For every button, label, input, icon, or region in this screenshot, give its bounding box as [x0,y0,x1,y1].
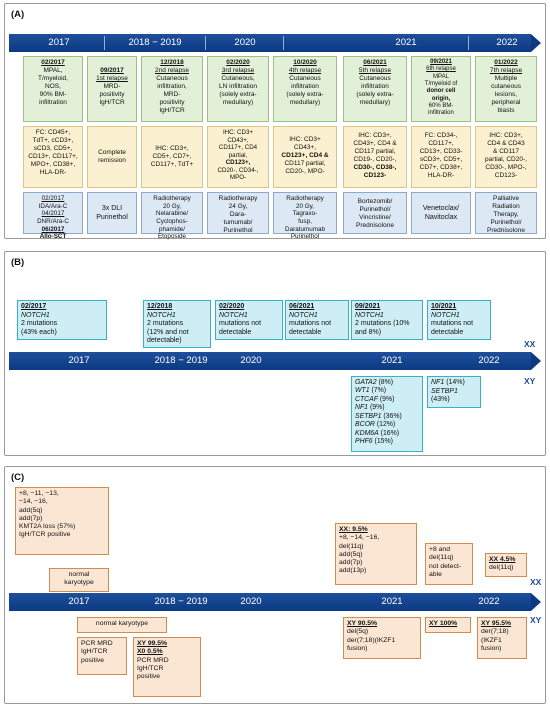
cell-text: CD13+, CD33- [419,147,463,155]
timeline-year-2021: 2021 [381,596,403,607]
karyotype-text: add(5q) [339,550,363,558]
mutation-text: 2 mutations (10% [355,320,410,328]
karyotype-box [425,617,471,633]
cell-text: CD4 & CD43 [487,139,525,147]
cell-text: CD13+, CD117+, [28,152,78,160]
event-date: 01/2022 [494,59,518,66]
mutation-gene: NOTCH1 [21,311,50,319]
event-text: NOS, [45,82,61,90]
event-text: T/myeloid of [424,80,458,87]
timeline-year-2020: 2020 [234,37,256,48]
mutation-text: (12% and not [147,328,189,336]
karyotype-box [485,553,527,577]
cell-text: remission [98,156,126,164]
immunophenotype-cell [23,126,83,188]
cell-text: CD117 partial, [284,159,326,167]
karyotype-box [49,568,109,592]
event-text: positivity [99,90,125,98]
event-text: infiltration [428,110,454,117]
cell-text: Purinethol [290,233,320,241]
event-text: IgH/TCR [159,106,185,114]
cell-text: IHC: CD3+, [358,132,392,139]
mutation-gene: NOTCH1 [431,311,460,319]
event-text: medullary) [289,98,321,106]
cell-text: CD20-, MPO- [285,167,325,175]
karyotype-fraction: X0 0.5% [137,648,163,656]
cell-text: Prednisolone [356,221,394,229]
event-text: 90% BM- [39,90,67,98]
cell-text: Bortezomib/ [357,198,393,205]
mutation-box [351,300,423,340]
cell-text: partial, CD20-, [485,155,527,163]
event-text: lesions, [494,90,518,98]
event-text: positivity [159,98,185,106]
cell-text: Radiation [492,202,520,210]
event-date: 06/2021 [363,59,387,66]
event-date: 02/2017 [41,59,65,66]
mutation-text: detectable [219,328,252,336]
karyotype-text: +8 and [429,546,450,553]
mutation-text: detectable [289,328,322,336]
karyotype-text: IgH/TCR [137,664,164,672]
cell-text: Navitoclax [424,213,458,221]
karyotype-box [343,617,421,659]
cell-text: Nelarabine/ [155,210,189,218]
mutation-box [427,376,481,408]
karyotype-box [335,523,417,585]
mutation-gene: PHF6 [355,437,373,445]
karyotype-text: positive [81,656,105,664]
mutation-vaf: (12%) [376,421,396,429]
karyotype-text: add(7p) [339,559,363,567]
mutation-gene: NF1 [355,404,369,412]
cell-text: DNR/Ara-C [37,218,69,226]
timeline-year-2018-2019: 2018 − 2019 [128,37,182,48]
event-text: 3rd relapse [221,66,255,74]
mutation-date: 02/2020 [219,303,245,310]
panel-a [4,3,546,239]
cell-text: Therapy, [493,210,519,218]
cell-text: CD43+, [227,136,249,144]
event-text: donor cell [426,88,456,95]
cell-text: CD30-, CD38-, [353,163,397,171]
cell-text: CD5+, CD7+, [152,152,192,160]
cell-text: sCD3, CD5+, [33,144,73,152]
karyotype-text: −14, −16, [19,498,48,506]
cell-text: partial, [228,151,248,159]
mutation-text: mutations not [219,320,262,328]
mutation-vaf: (16%) [380,429,400,437]
event-text: MRD- [103,82,121,90]
karyotype-text: der(7;18)(IKZF1 [347,636,396,644]
cell-text: IHC: CD3+ [289,136,321,143]
mutation-box [143,300,211,348]
cell-text: CD43+, [293,143,317,151]
karyotype-text: (IKZF1 [481,636,502,644]
karyotype-text: positive [137,673,161,681]
mutation-vaf: (43%) [431,396,450,404]
karyotype-box [15,487,109,555]
cell-text: CD117 partial, [354,147,396,155]
cell-text: Purinethol [96,213,128,221]
karyotype-box [133,637,201,697]
mutation-gene: CTCAF [355,395,378,403]
event-text: 60% BM- [428,102,454,109]
cell-text: IHC: CD3+ [222,129,254,136]
timeline-year-2020: 2020 [240,596,262,607]
mutation-box [285,300,349,340]
cell-text: Cyclophos- [156,218,188,226]
mutation-gene: GATA2 [355,379,377,386]
timeline-year-2020: 2020 [240,355,262,366]
event-cell [273,56,337,122]
cell-text: IDA/Ara-C [38,202,68,210]
karyotype-box [77,637,127,675]
cell-text: CD117+, [428,139,454,147]
mutation-vaf: (36%) [383,412,402,420]
timeline-year-2022: 2022 [478,355,500,366]
therapy-cell [207,192,269,234]
mutation-vaf: (7%) [371,387,387,395]
event-date: 02/2020 [226,59,250,66]
event-text: infiltration [361,82,389,90]
karyotype-fraction: XY 99.5% [137,640,168,647]
mutation-box [427,300,491,340]
timeline-year-2017: 2017 [48,37,70,48]
cell-text: 04/2017 [41,210,65,218]
mutation-gene: KDM6A [355,429,379,437]
therapy-cell [273,192,337,241]
cell-text: Purinethol/ [490,218,522,226]
mutation-date: 02/2017 [21,303,47,310]
timeline-year-2021: 2021 [381,355,403,366]
cell-text: 3x DLI [101,205,123,212]
karyotype-xy-label: XY [530,615,542,625]
karyotype-text: fusion) [481,644,502,652]
event-date: 09/2017 [100,67,124,74]
event-text: 7th relapse [489,66,523,74]
cell-text: CD19-, CD20-, [353,155,397,163]
mutation-vaf: (9%) [379,395,395,403]
event-text: blasts [497,106,515,114]
panel-b-timeline [9,352,541,370]
cell-text: Radiotherapy [218,195,258,202]
event-text: (solely extra- [219,90,257,98]
cell-text: CD123- [494,171,518,179]
event-text: 2nd relapse [155,66,189,74]
panel-b [4,251,546,456]
immunophenotype-cell [141,126,203,188]
mutation-vaf: (15%) [374,437,393,445]
therapy-cell [141,192,203,241]
karyotype-fraction: XY 95.5% [481,620,512,627]
immunophenotype-cell [87,126,137,188]
event-text: (solely extra- [356,90,394,98]
event-date: 10/2020 [293,59,317,66]
event-text: medullary) [222,98,254,106]
mutation-date: 12/2018 [147,303,173,310]
cell-text: Allo-SCT [39,233,67,241]
event-text: Multiple [494,74,518,82]
cell-text: Radiotherapy [153,195,191,202]
event-text: 6th relapse [426,66,456,73]
cell-text: Purinethol [223,226,253,234]
event-cell [475,56,537,122]
cell-text: 06/2017 [41,225,65,233]
mutation-vaf: (8%) [378,379,394,386]
karyotype-text: add(5q) [19,506,43,514]
event-date: 09/2021 [430,59,452,65]
mutation-text: mutations not [431,320,474,328]
cell-text: Vincristine/ [359,213,391,221]
karyotype-text: add(7p) [19,514,43,522]
mutation-vaf: (9%) [369,404,385,412]
panel-c-label: (C) [11,472,25,483]
cell-text: IHC: CD3+, [489,132,523,139]
mutation-gene: NOTCH1 [147,311,176,319]
mutation-text: 2 mutations [21,320,58,328]
mutation-gene: SETBP1 [431,387,458,395]
event-text: 5th relapse [358,66,392,74]
cell-text: 20 Gy, [295,202,315,210]
event-text: Cutaneous [156,74,188,82]
cell-text: CD117+, TdT+ [150,160,194,168]
karyotype-text: +8, −11, −13, [19,490,59,497]
event-text: MRD- [163,90,181,98]
event-cell [207,56,269,122]
karyotype-text: del(5q) [347,628,369,636]
karyotype-fraction: XY 90.5% [347,620,378,627]
cell-text: Complete [98,149,126,156]
immunophenotype-cell [343,126,407,188]
mutation-gene: NOTCH1 [219,311,248,319]
cell-text: Prednisolone [487,226,525,234]
karyotype-text: del(11q) [339,542,364,550]
therapy-cell [23,192,83,241]
karyotype-box [77,617,167,633]
event-text: MPAL, [43,66,63,74]
therapy-cell [87,192,137,234]
event-cell [343,56,407,122]
mutation-text: detectable [431,328,464,336]
karyotype-text: PCR MRD [81,640,113,647]
karyotype-xx-label: XX [524,339,536,349]
cell-text: fusp, [298,218,312,226]
mutation-text: and 8%) [355,328,382,336]
event-text: (solely extra- [286,90,324,98]
cell-text: CD123+, CD4 & [281,151,329,159]
cell-text: Purinethol/ [359,205,391,213]
panel-a-timeline [9,34,541,52]
cell-text: CD117+, CD4 [218,144,258,152]
event-cell [23,56,83,122]
mutation-box [215,300,283,340]
cell-text: HLA-DR- [39,168,67,176]
karyotype-xy-label: XY [524,376,536,386]
cell-text: CD20-, CD34-, [217,166,259,174]
event-text: infiltration, [157,82,187,90]
event-text: medullary) [359,98,391,106]
mutation-text: detectable) [147,337,182,345]
cell-text: Radiotherapy [286,195,324,202]
cell-text: Palliative [492,195,519,202]
immunophenotype-cell [207,126,269,188]
panel-c [4,466,546,704]
timeline-year-2017: 2017 [68,355,90,366]
immunophenotype-cell [273,126,337,188]
karyotype-text: IgH/TCR positive [19,531,71,539]
immunophenotype-cell [411,126,471,188]
timeline-year-2018-2019: 2018 − 2019 [154,355,208,366]
timeline-year-2021: 2021 [395,37,417,48]
cell-text: Venetoclax/ [422,205,460,212]
event-text: infiltration [39,98,67,106]
timeline-year-2022: 2022 [496,37,518,48]
panel-c-timeline [9,593,541,611]
timeline-year-2022: 2022 [478,596,500,607]
cell-text: Dara- [229,210,247,218]
mutation-gene: NOTCH1 [289,311,318,319]
event-text: Cutaneous [289,74,321,82]
karyotype-text: not detect- [429,562,462,570]
therapy-cell [343,192,407,234]
mutation-text: mutations not [289,320,332,328]
karyotype-text: fusion) [347,644,368,652]
karyotype-text: der(7;18) [481,628,509,636]
timeline-year-2017: 2017 [68,596,90,607]
cell-text: 02/2017 [41,195,65,202]
cell-text: FC: CD34-, [424,132,458,139]
panel-a-label: (A) [11,9,25,20]
karyotype-fraction: XX 4.5% [489,556,516,563]
mutation-gene: SETBP1 [355,412,382,420]
cell-text: tumumab/ [223,218,253,226]
timeline-year-2018-2019: 2018 − 2019 [154,596,208,607]
event-date: 12/2018 [160,59,184,66]
event-text: T/myeloid, [38,74,68,82]
karyotype-text: del(11q) [489,564,514,572]
event-cell [411,56,471,122]
karyotype-text: add(13p) [339,567,367,575]
cell-text: Tagraxo- [292,210,318,218]
karyotype-fraction: XX: 9.5% [339,526,368,533]
event-text: origin, [431,95,451,102]
mutation-box [17,300,107,340]
mutation-gene: WT1 [355,387,370,395]
karyotype-xx-label: XX [530,577,542,587]
karyotype-box [425,543,473,585]
cell-text: TdT+, cCD3+, [32,136,74,144]
event-cell [141,56,203,122]
cell-text: phamide/ [159,225,185,233]
cell-text: 24 Gy, [228,202,248,210]
mutation-text: (43% each) [21,328,57,336]
event-text: peripheral [491,98,521,106]
event-cell [87,56,137,122]
event-text: cutaneous [491,82,521,90]
karyotype-text: able [429,570,442,578]
immunophenotype-cell [475,126,537,188]
karyotype-text: KMT2A loss (57%) [19,523,76,531]
mutation-date: 06/2021 [289,303,315,310]
cell-text: CD30-, MPO-, [485,163,527,171]
event-text: IgH/TCR [99,98,125,106]
mutation-vaf: (14%) [446,379,465,386]
event-text: MPAL [433,73,449,80]
event-text: infiltration [291,82,319,90]
karyotype-text: PCR MRD [137,656,169,664]
karyotype-text: normal karyotype [64,571,94,587]
cell-text: IHC: CD3+, [155,145,189,152]
karyotype-text: del(11q) [429,554,454,562]
cell-text: sCD3+, CD5+, [419,155,463,163]
cell-text: CD7+, CD38+, [419,163,463,171]
panel-b-label: (B) [11,257,25,268]
cell-text: 20 Gy, [162,202,182,210]
mutation-box [351,376,423,452]
cell-text: CD123+, [225,159,251,167]
event-text: Cutaneous [359,74,391,82]
karyotype-text: IgH/TCR [81,648,108,656]
mutation-gene: NOTCH1 [355,311,384,319]
therapy-cell [411,192,471,234]
cell-text: MPO- [229,174,247,182]
karyotype-text: normal karyotype [95,620,149,627]
mutation-gene: BCOR [355,421,375,429]
cell-text: HLA-DR- [427,171,455,179]
mutation-date: 09/2021 [355,303,381,310]
cell-text: Daratumumab [285,225,325,233]
mutation-gene: NF1 [431,379,445,386]
karyotype-fraction: XY 100% [429,620,458,627]
cell-text: FC: CD45+, [35,129,71,136]
therapy-cell [475,192,537,234]
karyotype-box [477,617,527,659]
cell-text: Etoposide [157,233,186,241]
event-text: Cutaneous, [221,74,255,82]
cell-text: CD123- [363,171,387,179]
mutation-text: 2 mutations [147,320,184,328]
cell-text: CD43+, CD4 & [353,139,397,147]
cell-text: MPO+, CD38+, [30,160,76,168]
cell-text: & CD117 [493,147,519,155]
event-text: LN infiltration [219,82,257,90]
karyotype-text: +8, −14, −16, [339,534,380,542]
mutation-date: 10/2021 [431,303,457,310]
event-text: 1st relapse [96,74,128,82]
event-text: 4th relapse [288,66,322,74]
